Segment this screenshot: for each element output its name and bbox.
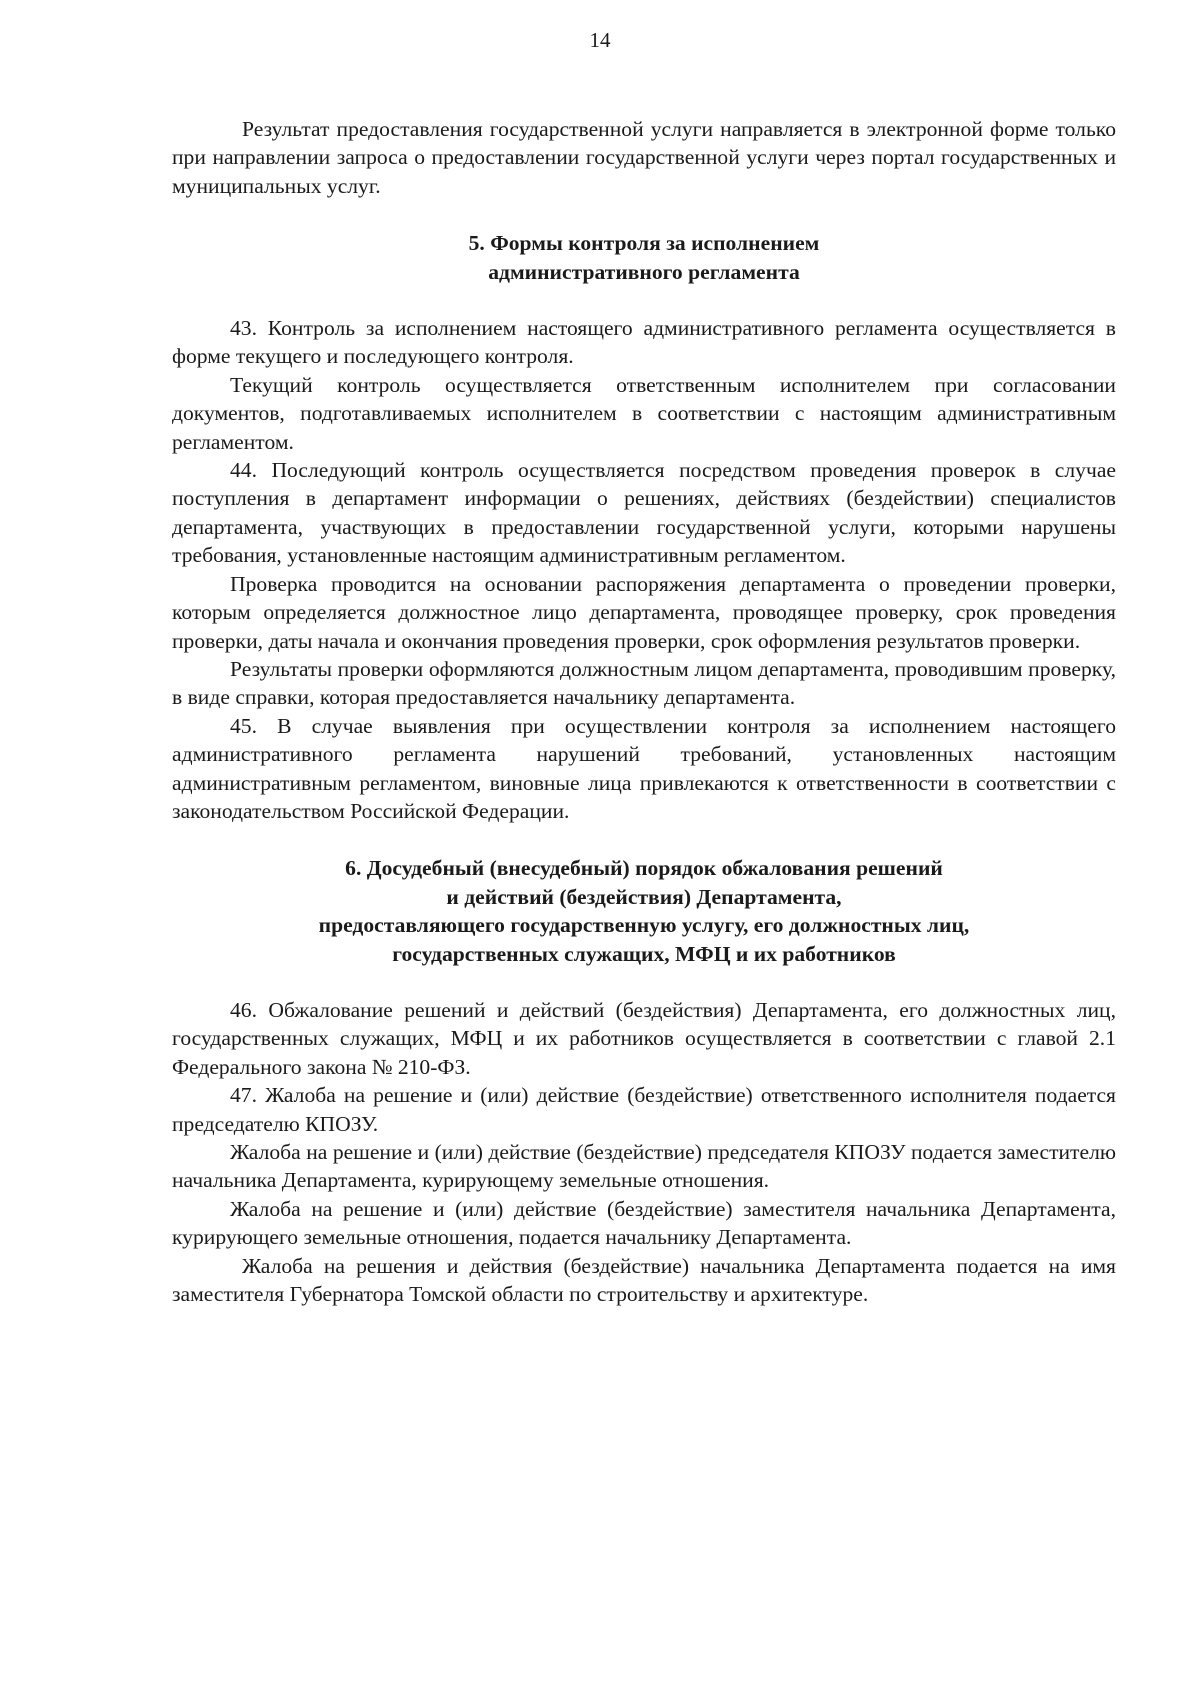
- section-6-heading: [172, 854, 1116, 968]
- paragraph-44: 44. Последующий контроль осуществляется посредством проведения проверок в случае поступления в департамент информации о решениях, действиях (бездействии) специалистов департамента, участвующих в предоставлении государственной услуги, которыми нарушены требования, установленные настоящим административным регламентом.: [172, 458, 1116, 568]
- section-6-heading-line-3: предоставляющего государственную услугу, его должностных лиц,: [318, 913, 970, 938]
- paragraph-complaint-kpozu-chair: Жалоба на решение и (или) действие (бездействие) председателя КПОЗУ подается заместителю начальника Департамента, курирующему земельные отношения.: [172, 1140, 1116, 1193]
- section-5-heading: [172, 229, 1116, 286]
- section-5-heading-line-2: административного регламента: [488, 259, 800, 284]
- paragraph-46: 46. Обжалование решений и действий (бездействия) Департамента, его должностных лиц, государственных служащих, МФЦ и их работников осуществляется в соответствии с главой 2.1 Федерального закона № 210-ФЗ.: [172, 997, 1116, 1079]
- paragraph-inspection-results: Результаты проверки оформляются должностным лицом департамента, проводившим проверку, в виде справки, которая предоставляется начальнику департамента.: [172, 656, 1116, 710]
- intro-paragraph: Результат предоставления государственной услуги направляется в электронной форме только при направлении запроса о предоставлении государственной услуги через портал государственных и муниципальных услуг.: [172, 117, 1116, 198]
- section-6-heading-line-2: и действий (бездействия) Департамента,: [446, 884, 842, 909]
- page-number: 14: [589, 28, 611, 52]
- paragraph-43: 43. Контроль за исполнением настоящего административного регламента осуществляется в форме текущего и последующего контроля.: [172, 316, 1116, 369]
- section-5-heading-line-1: 5. Формы контроля за исполнением: [468, 231, 820, 256]
- paragraph-complaint-head: Жалоба на решения и действия (бездействие) начальника Департамента подается на имя заместителя Губернатора Томской области по строительству и архитектуре.: [172, 1253, 1116, 1307]
- paragraph-45: 45. В случае выявления при осуществлении контроля за исполнением настоящего административного регламента нарушений требований, установленных настоящим административным регламентом, виновные лица привлекаются к ответственности в соответствии с законодательством Российской Федерации.: [172, 713, 1116, 823]
- section-6-heading-line-1: 6. Досудебный (внесудебный) порядок обжалования решений: [345, 856, 943, 881]
- paragraph-47: 47. Жалоба на решение и (или) действие (бездействие) ответственного исполнителя подается председателю КПОЗУ.: [172, 1083, 1116, 1136]
- paragraph-inspection: Проверка проводится на основании распоряжения департамента о проведении проверки, которым определяется должностное лицо департамента, проводящее проверку, срок проведения проверки, даты начала и окончания проведения проверки, срок оформления результатов проверки.: [172, 571, 1116, 653]
- section-6-heading-line-4: государственных служащих, МФЦ и их работников: [392, 941, 896, 966]
- document-body: [172, 115, 1116, 1308]
- paragraph-complaint-deputy-head: Жалоба на решение и (или) действие (бездействие) заместителя начальника Департамента, курирующего земельные отношения, подается начальнику Департамента.: [172, 1196, 1116, 1250]
- paragraph-current-control: Текущий контроль осуществляется ответственным исполнителем при согласовании документов, подготавливаемых исполнителем в соответствии с настоящим административным регламентом.: [172, 372, 1116, 454]
